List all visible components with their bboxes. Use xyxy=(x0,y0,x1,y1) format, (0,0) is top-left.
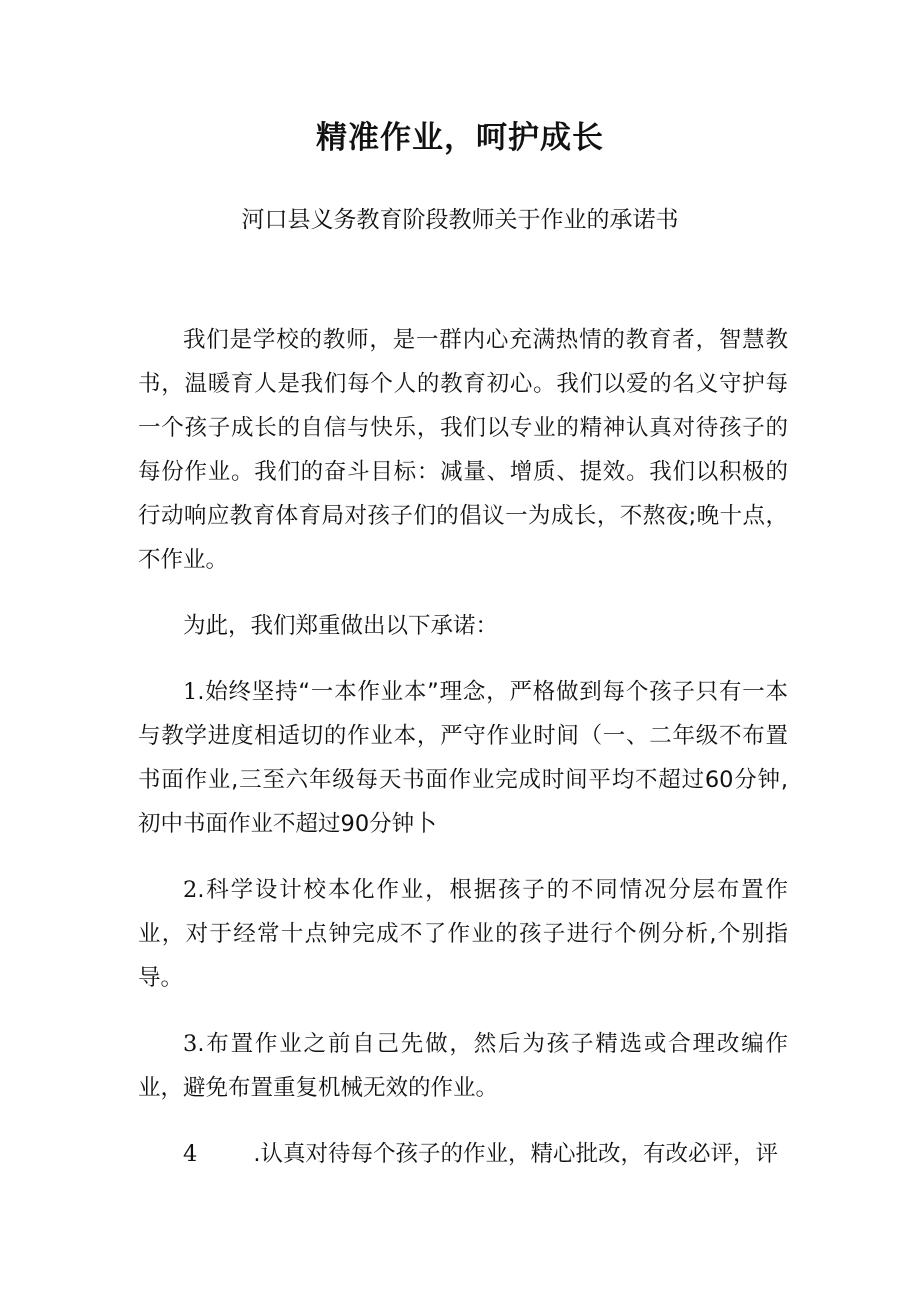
commitment-item-1 xyxy=(138,670,788,846)
document-title: 精准作业，呵护成长 xyxy=(316,120,604,156)
item-number: 3 xyxy=(183,1031,198,1057)
item-number: 2 xyxy=(183,877,198,903)
commitment-item-3 xyxy=(138,1022,788,1110)
item-number: 4 xyxy=(183,1141,198,1167)
item-text: .科学设计校本化作业，根据孩子的不同情况分层布置作业，对于经常十点钟完成不了作业的孩子进行个例分析,个别指导。 xyxy=(138,877,788,991)
item-number: 1 xyxy=(183,679,198,705)
lead-paragraph: 为此，我们郑重做出以下承诺： xyxy=(183,613,499,639)
document-subtitle: 河口县义务教育阶段教师关于作业的承诺书 xyxy=(241,207,679,233)
item-text: .布置作业之前自己先做，然后为孩子精选或合理改编作业，避免布置重复机械无效的作业。 xyxy=(138,1031,788,1101)
item-text: .认真对待每个孩子的作业，精心批改，有改必评，评 xyxy=(253,1141,778,1167)
document-body xyxy=(138,318,788,1176)
item-text: .始终坚持“一本作业本”理念，严格做到每个孩子只有一本与教学进度相适切的作业本，严守作业时间（一、二年级不布置书面作业,三至六年级每天书面作业完成时间平均不超过60分钟,初中书面作业不超过90分钟卜 xyxy=(138,679,788,837)
commitment-item-4 xyxy=(138,1132,788,1176)
commitment-item-2 xyxy=(138,868,788,1000)
intro-paragraph: 我们是学校的教师，是一群内心充满热情的教育者，智慧教书，温暖育人是我们每个人的教育初心。我们以爱的名义守护每一个孩子成长的自信与快乐，我们以专业的精神认真对待孩子的每份作业。我们的奋斗目标：减量、增质、提效。我们以积极的行动响应教育体育局对孩子们的倡议一为成长，不熬夜;晚十点，不作业。 xyxy=(138,327,788,573)
